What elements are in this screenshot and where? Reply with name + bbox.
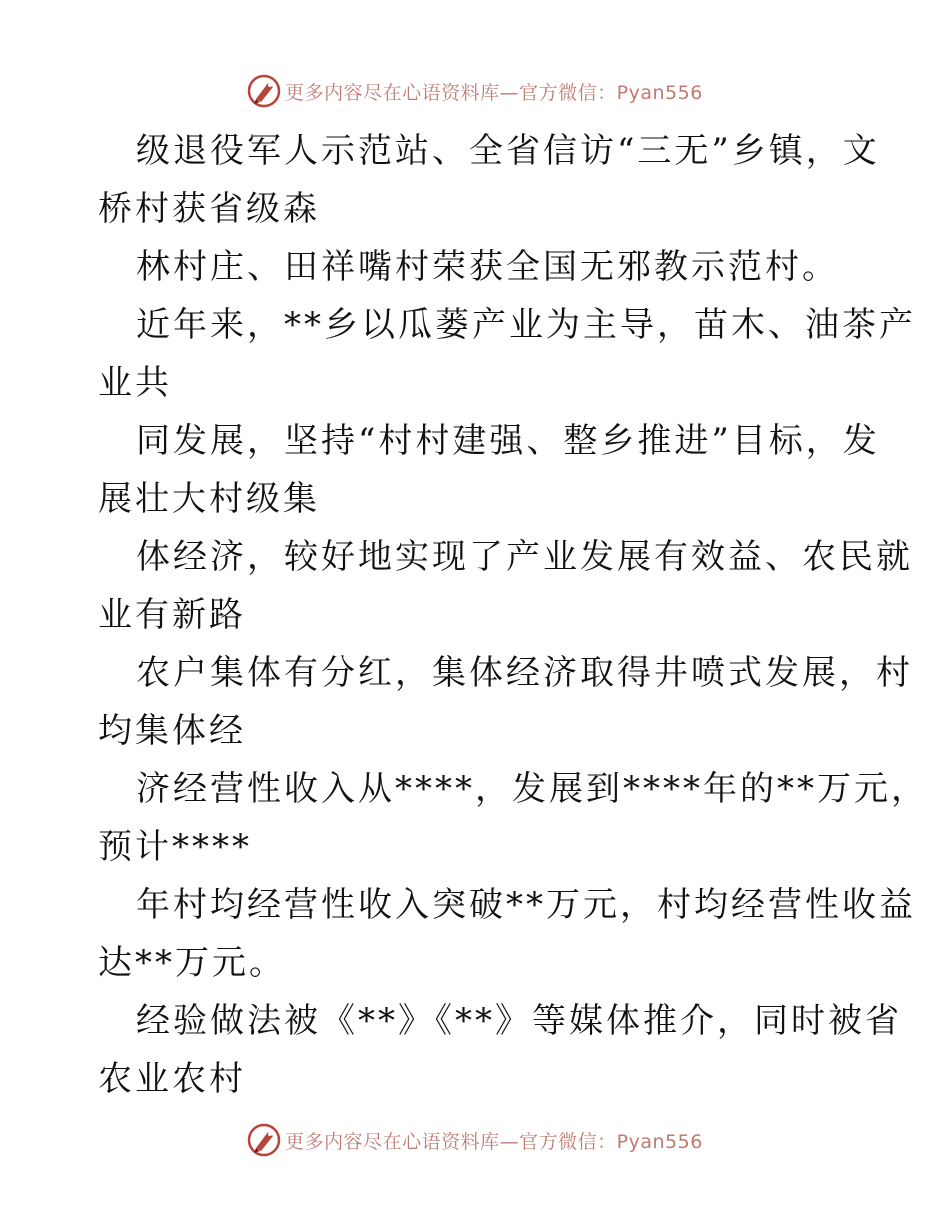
text-line: 桥村获省级森 [98, 189, 320, 229]
text-line: 济经营性收入从****，发展到****年的**万元， [136, 769, 928, 809]
text-line: 业共 [98, 363, 172, 403]
text-line: 同发展，坚持“村村建强、整乡推进”目标，发 [136, 421, 880, 461]
text-line: 经验做法被《**》《**》等媒体推介，同时被省 [136, 1001, 902, 1041]
banner-text: 更多内容尽在心语资料库—官方微信：Pyan556 [285, 81, 703, 104]
text-line: 达**万元。 [98, 943, 286, 983]
header-banner [0, 71, 950, 111]
text-line: 年村均经营性收入突破**万元，村均经营性收益 [136, 885, 916, 925]
pen-logo-icon [247, 1123, 281, 1157]
document-body [98, 122, 928, 1108]
text-line: 均集体经 [98, 711, 246, 751]
text-line: 级退役军人示范站、全省信访“三无”乡镇，文 [136, 131, 880, 171]
text-line: 近年来，**乡以瓜蒌产业为主导，苗木、油茶产 [136, 305, 916, 345]
text-line: 展壮大村级集 [98, 479, 320, 519]
text-line: 农业农村 [98, 1059, 246, 1099]
text-line: 预计**** [98, 827, 252, 867]
text-line: 林村庄、田祥嘴村荣获全国无邪教示范村。 [136, 247, 839, 287]
text-line: 业有新路 [98, 595, 246, 635]
banner-text: 更多内容尽在心语资料库—官方微信：Pyan556 [285, 1130, 703, 1153]
footer-banner [0, 1120, 950, 1160]
text-line: 农户集体有分红，集体经济取得井喷式发展，村 [136, 653, 913, 693]
pen-logo-icon [247, 74, 281, 108]
text-line: 体经济，较好地实现了产业发展有效益、农民就 [136, 537, 913, 577]
